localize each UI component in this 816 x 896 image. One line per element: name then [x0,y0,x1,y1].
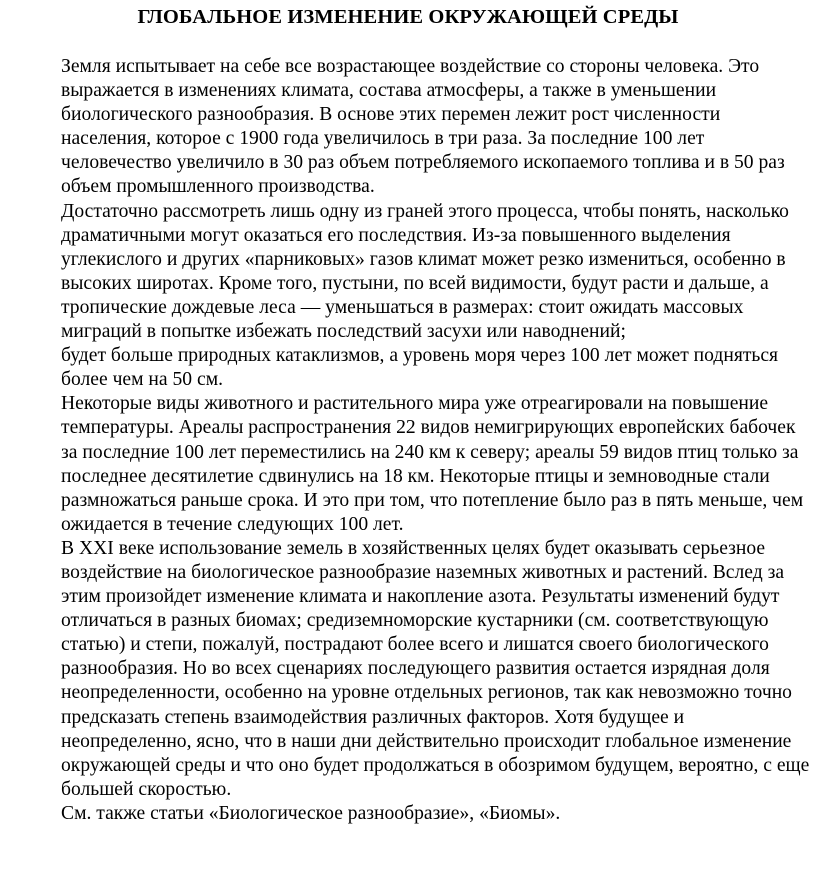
paragraph-land-use: В XXI веке использование земель в хозяйственных целях будет оказывать серьезное воздействие на биологическое разнообразие наземных животных и растений. Вслед за этим произойдет изменение климата и накопление азота. Результаты изменений будут отличаться в разных биомах; средиземноморские кустарники (см. соответствующую статью) и степи, пожалуй, пострадают более всего и лишатся своего биологического разнообразия. Но во всех сценариях последующего развития остается изрядная доля неопределенности, особенно на уровне отдельных регионов, так как невозможно точно предсказать степень взаимодействия различных факторов. Хотя будущее и неопределенно, ясно, что в наши дни действительно происходит глобальное изменение окружающей среды и что оно будет продолжаться в обозримом будущем, вероятно, с еще большей скоростью. [61,537,810,800]
paragraph-see-also: См. также статьи «Биологическое разнообразие», «Биомы». [61,802,561,824]
paragraph-intro: Земля испытывает на себе все возрастающее воздействие со стороны человека. Это выражается в изменениях климата, состава атмосферы, а также в уменьшении биологического разнообразия. В основе этих перемен лежит рост численности населения, которое с 1900 года увеличилось в три раза. За последние 100 лет человечество увеличило в 30 раз объем потребляемого ископаемого топлива и в 50 раз объем промышленного производства. [61,56,785,198]
paragraph-species: Некоторые виды животного и растительного мира уже отреагировали на повышение температуры. Ареалы распространения 22 видов немигрирующих европейских бабочек за последние 100 лет переместились на 240 км к северу; ареалы 59 видов птиц только за последнее десятилетие сдвинулись на 18 км. Некоторые птицы и земноводные стали размножаться раньше срока. И это при том, что потепление было раз в пять меньше, чем ожидается в течение следующих 100 лет. [61,393,804,535]
paragraph-consequences: Достаточно рассмотреть лишь одну из граней этого процесса, чтобы понять, насколько драматичными могут оказаться его последствия. Из-за повышенного выделения углекислого и других «парниковых» газов климат может резко измениться, особенно в высоких широтах. Кроме того, пустыни, по всей видимости, будут расти и дальше, а тропические дождевые леса — уменьшаться в размерах: стоит ожидать массовых миграций в попытке избежать последствий засухи или наводнений; [61,200,789,343]
document-title: ГЛОБАЛЬНОЕ ИЗМЕНЕНИЕ ОКРУЖАЮЩЕЙ СРЕДЫ [137,6,679,28]
paragraph-sea-level: будет больше природных катаклизмов, а уровень моря через 100 лет может подняться более чем на 50 см. [61,345,779,391]
document-body [61,55,811,826]
